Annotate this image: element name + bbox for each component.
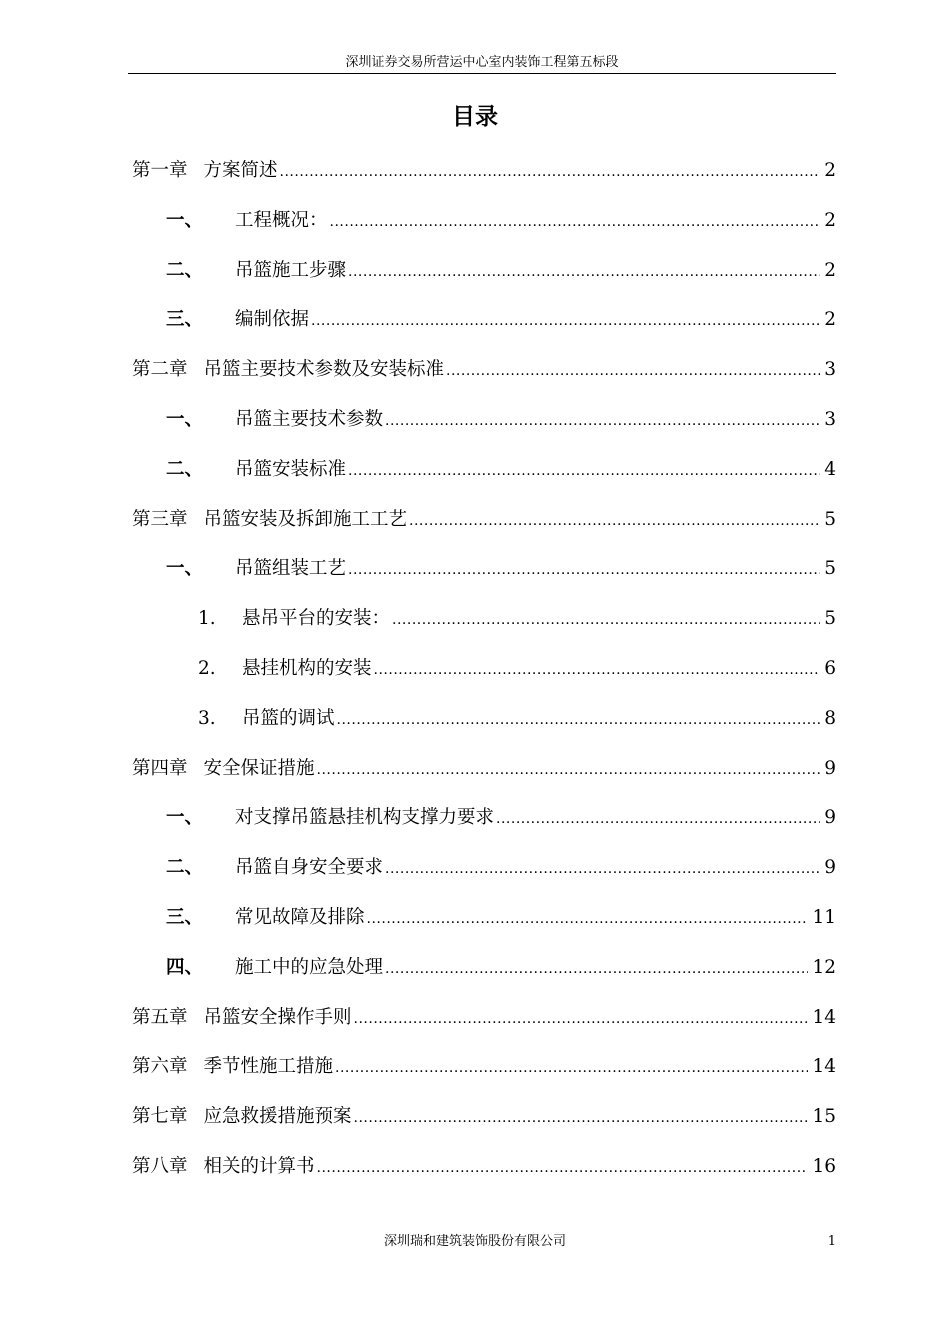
toc-entry[interactable]: [132, 151, 836, 201]
toc-entry[interactable]: [132, 450, 836, 500]
toc-entry[interactable]: [132, 1097, 836, 1147]
toc-entry-page: 11: [812, 906, 836, 928]
toc-entry-page: 3: [824, 359, 836, 381]
toc-entry[interactable]: [132, 350, 836, 400]
toc-entry-page: 9: [824, 807, 836, 829]
toc-entry-title: 吊篮主要技术参数及安装标准: [203, 359, 445, 381]
toc-entry-page: 2: [824, 259, 836, 281]
toc-entry-title: 方案简述: [203, 160, 278, 181]
toc-entry-number: 第二章: [132, 359, 188, 381]
footer-company: 深圳瑞和建筑装饰股份有限公司: [383, 1234, 566, 1249]
toc-entry-page: 14: [812, 1056, 836, 1078]
toc-entry[interactable]: [132, 201, 836, 251]
toc-entry[interactable]: [132, 300, 836, 350]
toc-entry-number: 二、: [166, 857, 204, 879]
toc-dot-leader: [311, 300, 820, 341]
toc-entry-number: 第六章: [132, 1056, 188, 1078]
toc-entry[interactable]: [132, 699, 836, 749]
toc-dot-leader: [348, 450, 820, 491]
page-header: 深圳证券交易所营运中心室内装饰工程第五标段: [128, 53, 836, 74]
toc-dot-leader: [367, 898, 809, 939]
toc-entry-title: 工程概况：: [235, 209, 328, 231]
toc-entry[interactable]: [132, 948, 836, 998]
toc-entry-number: 第三章: [132, 508, 188, 530]
toc-entry-number: 三、: [166, 906, 204, 928]
toc-dot-leader: [385, 400, 820, 441]
toc-entry[interactable]: [132, 649, 836, 699]
toc-dot-leader: [348, 549, 820, 590]
toc-entry-page: 15: [812, 1106, 836, 1128]
toc-dot-leader: [496, 798, 820, 839]
page-footer: [0, 1232, 950, 1252]
toc-entry-page: 2: [824, 209, 836, 231]
footer-page-number: 1: [827, 1234, 836, 1249]
toc-dot-leader: [337, 699, 821, 740]
toc-entry-page: 9: [824, 757, 836, 779]
toc-entry[interactable]: [132, 998, 836, 1048]
toc-entry-title: 吊篮主要技术参数: [235, 408, 384, 430]
toc-entry-page: 5: [824, 558, 836, 580]
toc-entry[interactable]: [132, 500, 836, 550]
toc-entry-page: 12: [812, 956, 836, 978]
toc-entry-page: 5: [824, 508, 836, 530]
toc-entry-page: 8: [824, 707, 836, 729]
toc-entry-number: 二、: [166, 259, 204, 281]
toc-title: 目录: [452, 103, 498, 130]
toc-entry-title: 常见故障及排除: [235, 906, 365, 928]
toc-entry[interactable]: [132, 1147, 836, 1197]
toc-entry-number: 一、: [166, 807, 204, 829]
toc-entry-number: 二、: [166, 458, 204, 480]
toc-entry-page: 3: [824, 408, 836, 430]
toc-entry-number: 一、: [166, 408, 204, 430]
toc-dot-leader: [392, 599, 820, 640]
toc-dot-leader: [446, 350, 820, 391]
toc-dot-leader: [374, 649, 821, 690]
toc-entry-title: 吊篮安全操作手则: [203, 1006, 352, 1028]
toc-entry-number: 3.: [198, 707, 216, 729]
toc-entry-number: 第八章: [132, 1155, 188, 1177]
table-of-contents: [132, 151, 836, 1197]
toc-entry-title: 吊篮的调试: [242, 707, 335, 729]
toc-entry[interactable]: [132, 749, 836, 799]
toc-entry-number: 三、: [166, 309, 204, 331]
toc-dot-leader: [335, 1047, 808, 1088]
toc-entry-title: 吊篮安装及拆卸施工工艺: [203, 508, 408, 530]
toc-entry[interactable]: [132, 1047, 836, 1097]
toc-entry-page: 16: [812, 1155, 836, 1177]
toc-entry-title: 吊篮施工步骤: [235, 259, 347, 281]
toc-entry-title: 对支撑吊篮悬挂机构支撑力要求: [235, 807, 495, 829]
toc-entry-title: 施工中的应急处理: [235, 956, 384, 978]
toc-entry-number: 第一章: [132, 160, 188, 181]
toc-dot-leader: [317, 1147, 809, 1188]
toc-dot-leader: [385, 848, 820, 889]
toc-entry-number: 第四章: [132, 757, 188, 779]
toc-entry-number: 1.: [198, 608, 216, 630]
toc-entry-number: 四、: [166, 956, 204, 978]
toc-entry[interactable]: [132, 898, 836, 948]
toc-entry-title: 吊篮组装工艺: [235, 558, 347, 580]
toc-entry-page: 5: [824, 608, 836, 630]
toc-entry-title: 相关的计算书: [203, 1155, 315, 1177]
toc-entry-page: 6: [824, 657, 836, 679]
toc-entry-page: 14: [812, 1006, 836, 1028]
toc-entry-number: 2.: [198, 657, 216, 679]
toc-entry-page: 9: [824, 857, 836, 879]
toc-entry-page: 2: [824, 160, 836, 181]
toc-entry-title: 吊篮安装标准: [235, 458, 347, 480]
toc-entry[interactable]: [132, 798, 836, 848]
toc-entry-title: 安全保证措施: [203, 757, 315, 779]
toc-dot-leader: [348, 251, 820, 292]
toc-dot-leader: [409, 500, 820, 541]
toc-entry-title: 吊篮自身安全要求: [235, 857, 384, 879]
toc-entry-page: 2: [824, 309, 836, 331]
toc-dot-leader: [330, 201, 821, 242]
toc-entry-title: 编制依据: [235, 309, 310, 331]
toc-entry[interactable]: [132, 549, 836, 599]
toc-dot-leader: [385, 948, 808, 989]
toc-entry-number: 第七章: [132, 1106, 188, 1128]
toc-entry[interactable]: [132, 848, 836, 898]
toc-entry-page: 4: [824, 458, 836, 480]
toc-entry-title: 悬吊平台的安装：: [242, 608, 391, 630]
toc-entry[interactable]: [132, 400, 836, 450]
toc-entry-title: 悬挂机构的安装: [242, 657, 372, 679]
toc-entry-number: 一、: [166, 558, 204, 580]
toc-dot-leader: [354, 998, 809, 1039]
toc-entry[interactable]: [132, 251, 836, 301]
toc-dot-leader: [354, 1097, 809, 1138]
toc-dot-leader: [280, 151, 821, 192]
toc-entry-title: 应急救援措施预案: [203, 1106, 352, 1128]
toc-entry[interactable]: [132, 599, 836, 649]
toc-entry-title: 季节性施工措施: [203, 1056, 334, 1078]
toc-entry-number: 第五章: [132, 1006, 188, 1028]
toc-dot-leader: [317, 749, 821, 790]
toc-entry-number: 一、: [166, 209, 204, 231]
